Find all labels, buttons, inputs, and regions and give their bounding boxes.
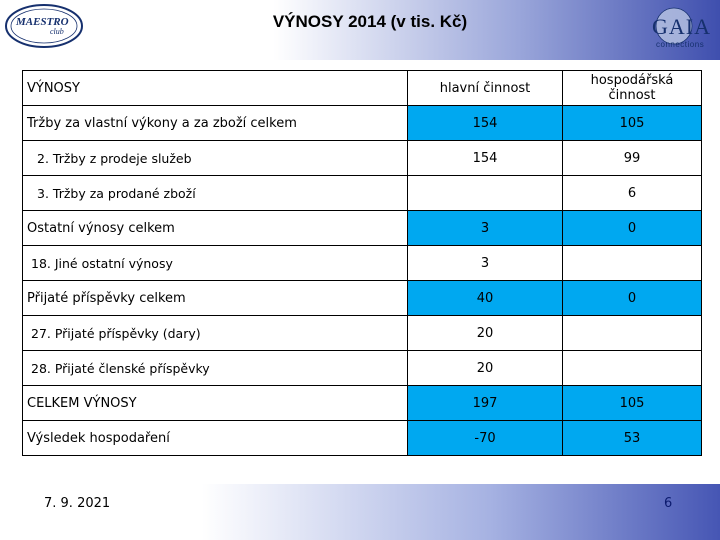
- table-row: [23, 316, 702, 351]
- table-row: [23, 386, 702, 421]
- row-econ-value: 0: [563, 281, 702, 316]
- maestro-club-logo: [4, 3, 84, 49]
- table-row: [23, 141, 702, 176]
- row-label: 3. Tržby za prodané zboží: [23, 176, 408, 211]
- row-label: Výsledek hospodaření: [23, 421, 408, 456]
- revenue-table: [22, 70, 702, 456]
- footer-date: 7. 9. 2021: [44, 496, 111, 511]
- row-main-value: -70: [408, 421, 563, 456]
- gaia-logo: [648, 4, 718, 52]
- row-econ-value: 99: [563, 141, 702, 176]
- row-label: 2. Tržby z prodeje služeb: [23, 141, 408, 176]
- gaia-logo-sub: connections: [656, 40, 705, 49]
- footer-bar: [0, 484, 720, 540]
- row-main-value: [408, 176, 563, 211]
- row-main-value: 197: [408, 386, 563, 421]
- row-econ-value: [563, 316, 702, 351]
- row-label: 27. Přijaté příspěvky (dary): [23, 316, 408, 351]
- svg-text:MAESTRO: MAESTRO: [16, 16, 69, 28]
- row-label: CELKEM VÝNOSY: [23, 386, 408, 421]
- row-econ-value: 105: [563, 106, 702, 141]
- row-econ-value: 53: [563, 421, 702, 456]
- row-econ-value: 105: [563, 386, 702, 421]
- row-label: 18. Jiné ostatní výnosy: [23, 246, 408, 281]
- header-cell-main: hlavní činnost: [408, 71, 563, 106]
- table-row: [23, 176, 702, 211]
- header-cell-econ: hospodářská činnost: [563, 71, 702, 106]
- row-main-value: 3: [408, 246, 563, 281]
- row-main-value: 20: [408, 316, 563, 351]
- gaia-logo-name: GAIA: [652, 14, 711, 39]
- row-main-value: 3: [408, 211, 563, 246]
- row-main-value: 20: [408, 351, 563, 386]
- row-label: Ostatní výnosy celkem: [23, 211, 408, 246]
- row-econ-value: 6: [563, 176, 702, 211]
- row-econ-value: [563, 351, 702, 386]
- row-main-value: 154: [408, 141, 563, 176]
- row-label: 28. Přijaté členské příspěvky: [23, 351, 408, 386]
- row-main-value: 154: [408, 106, 563, 141]
- table-row: [23, 351, 702, 386]
- row-label: Tržby za vlastní výkony a za zboží celkem: [23, 106, 408, 141]
- page-number: 6: [664, 496, 673, 511]
- svg-text:club: club: [50, 27, 64, 36]
- table-header-row: [23, 71, 702, 106]
- row-main-value: 40: [408, 281, 563, 316]
- table-row: [23, 281, 702, 316]
- row-label: Přijaté příspěvky celkem: [23, 281, 408, 316]
- page-title: VÝNOSY 2014 (v tis. Kč): [272, 12, 468, 31]
- row-econ-value: 0: [563, 211, 702, 246]
- table-row: [23, 106, 702, 141]
- header-cell-label: VÝNOSY: [23, 71, 408, 106]
- row-econ-value: [563, 246, 702, 281]
- table-row: [23, 211, 702, 246]
- table-row: [23, 421, 702, 456]
- table-row: [23, 246, 702, 281]
